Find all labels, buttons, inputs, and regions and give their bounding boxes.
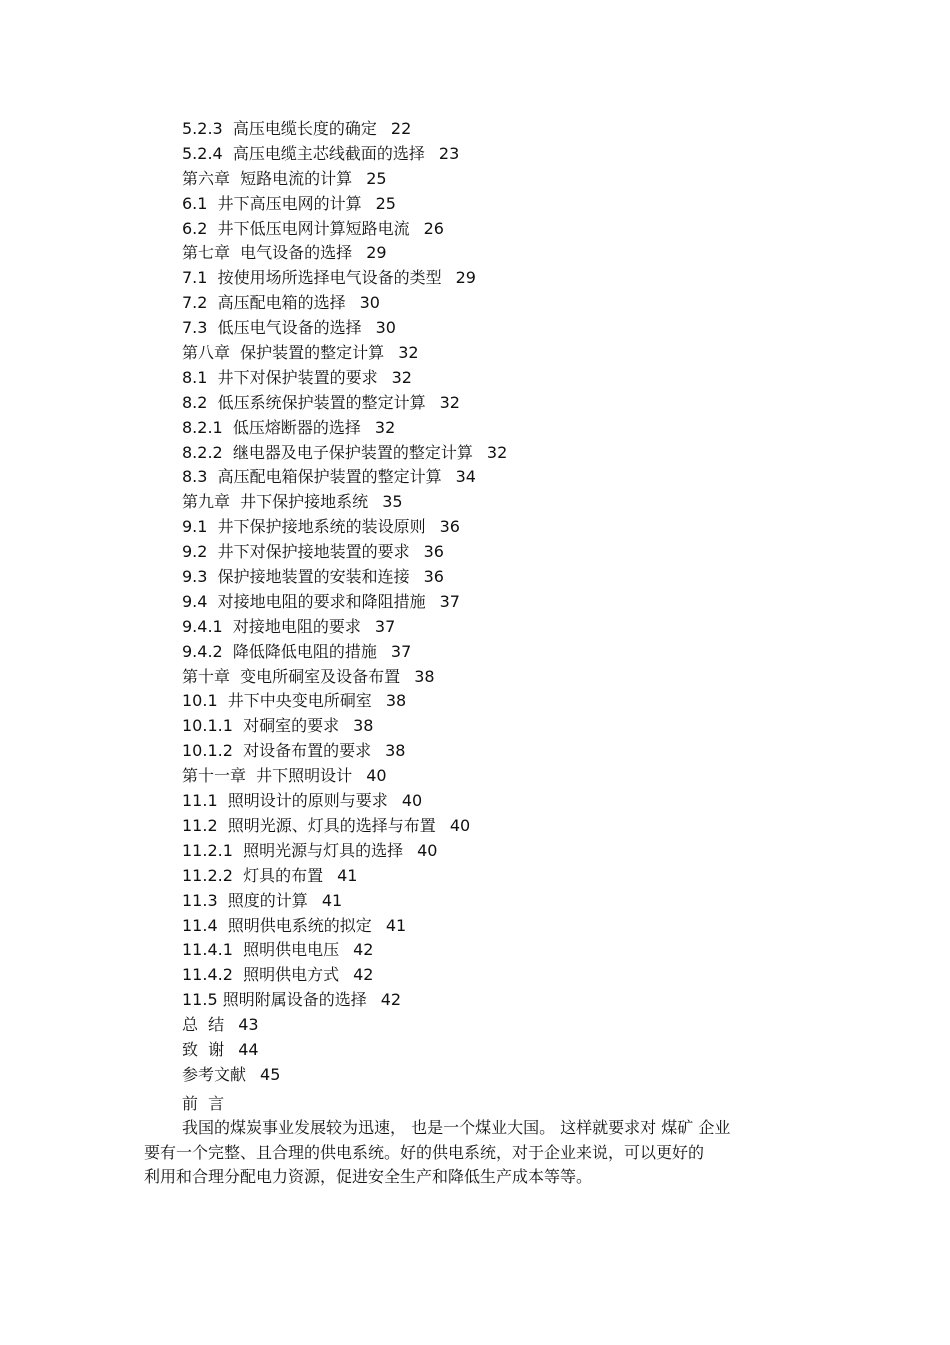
- toc-entry-page: 40: [366, 766, 387, 786]
- toc-entry-title: 7.3 低压电气设备的选择: [182, 318, 362, 338]
- toc-entry-title: 第十章 变电所硐室及设备布置: [182, 666, 401, 686]
- toc-entry-title: 9.4.2 降低降低电阻的措施: [182, 641, 377, 661]
- toc-entry-title: 8.2.2 继电器及电子保护装置的整定计算: [182, 442, 473, 462]
- toc-entry-page: 38: [353, 716, 374, 736]
- toc-entry: [182, 988, 507, 1013]
- toc-entry: [182, 441, 507, 466]
- toc-entry: [182, 1013, 507, 1038]
- toc-entry-page: 25: [375, 193, 396, 213]
- toc-entry-title: 5.2.4 高压电缆主芯线截面的选择: [182, 143, 425, 163]
- toc-entry-title: 致 谢: [182, 1039, 225, 1059]
- toc-entry-page: 32: [374, 417, 396, 437]
- toc-entry-title: 第六章 短路电流的计算: [182, 168, 353, 188]
- toc-entry-page: 30: [375, 318, 396, 338]
- toc-entry-page: 29: [366, 243, 387, 263]
- toc-entry: [182, 1063, 507, 1088]
- toc-entry-page: 32: [398, 343, 419, 363]
- toc-entry-page: 38: [414, 666, 435, 686]
- toc-entry-page: 37: [374, 616, 396, 636]
- toc-entry-title: 10.1 井下中央变电所硐室: [182, 691, 372, 711]
- toc-entry-title: 第九章 井下保护接地系统: [182, 492, 369, 512]
- toc-entry: [182, 565, 507, 590]
- toc-entry-page: 23: [438, 143, 460, 163]
- toc-entry-title: 8.1 井下对保护装置的要求: [182, 367, 378, 387]
- toc-entry: [182, 938, 507, 963]
- toc-entry: [182, 540, 507, 565]
- toc-entry: [182, 739, 507, 764]
- toc-entry-title: 第十一章 井下照明设计: [182, 766, 353, 786]
- toc-entry: [182, 465, 507, 490]
- toc-entry: [182, 416, 507, 441]
- toc-entry-page: 37: [439, 591, 460, 611]
- toc-entry-page: 42: [353, 940, 374, 960]
- toc-entry-page: 41: [337, 865, 358, 885]
- toc-entry-page: 38: [385, 691, 407, 711]
- toc-entry-title: 8.2 低压系统保护装置的整定计算: [182, 392, 426, 412]
- toc-entry-page: 38: [385, 741, 406, 761]
- toc-entry: [182, 391, 507, 416]
- toc-entry-page: 35: [382, 492, 403, 512]
- toc-entry: [182, 889, 507, 914]
- toc-entry-page: 36: [423, 567, 444, 587]
- toc-entry-title: 第八章 保护装置的整定计算: [182, 343, 385, 363]
- toc-entry: [182, 963, 507, 988]
- toc-entry-title: 参考文献: [182, 1064, 247, 1084]
- toc-entry-title: 7.1 按使用场所选择电气设备的类型: [182, 268, 442, 288]
- toc-entry: [182, 366, 507, 391]
- preface-paragraph: [144, 1116, 844, 1190]
- toc-entry: [182, 665, 507, 690]
- toc-entry: [182, 316, 507, 341]
- toc-entry-page: 44: [238, 1039, 259, 1059]
- toc-entry: [182, 615, 507, 640]
- toc-entry: [182, 291, 507, 316]
- toc-entry: [182, 864, 507, 889]
- preface-line: 要有一个完整、且合理的供电系统。好的供电系统，对于企业来说，可以更好的: [144, 1142, 705, 1162]
- toc-entry-page: 40: [449, 815, 471, 835]
- toc-entry: [182, 142, 507, 167]
- toc-entry-page: 41: [385, 915, 407, 935]
- toc-entry: [182, 839, 507, 864]
- toc-entry-title: 6.1 井下高压电网的计算: [182, 193, 362, 213]
- toc-entry-title: 9.3 保护接地装置的安装和连接: [182, 567, 410, 587]
- preface-heading: 前 言: [182, 1094, 225, 1113]
- toc-entry: [182, 490, 507, 515]
- toc-entry-page: 32: [391, 367, 412, 387]
- toc-entry: [182, 1038, 507, 1063]
- toc-entry: [182, 266, 507, 291]
- toc-entry: [182, 689, 507, 714]
- toc-entry-page: 36: [439, 517, 460, 537]
- toc-entry-page: 36: [423, 542, 444, 562]
- toc-entry-title: 8.2.1 低压熔断器的选择: [182, 417, 361, 437]
- toc-entry-page: 41: [321, 890, 343, 910]
- toc-entry: [182, 590, 507, 615]
- toc-entry: [182, 167, 507, 192]
- toc-entry-title: 9.4 对接地电阻的要求和降阻措施: [182, 591, 426, 611]
- toc-entry-title: 9.1 井下保护接地系统的装设原则: [182, 517, 426, 537]
- toc-entry-title: 5.2.3 高压电缆长度的确定: [182, 119, 377, 138]
- toc-entry: [182, 217, 507, 242]
- toc-entry: [182, 241, 507, 266]
- preface-line: 利用和合理分配电力资源，促进安全生产和降低生产成本等等。: [144, 1167, 593, 1186]
- toc-entry-page: 25: [366, 168, 387, 188]
- toc-entry: [182, 764, 507, 789]
- toc-entry-title: 8.3 高压配电箱保护装置的整定计算: [182, 467, 442, 487]
- toc-entry-page: 42: [353, 965, 374, 985]
- toc-entry-title: 11.2.1 照明光源与灯具的选择: [182, 840, 404, 860]
- toc-entry: [182, 341, 507, 366]
- toc-entry-page: 40: [417, 840, 438, 860]
- toc-entry-title: 9.2 井下对保护接地装置的要求: [182, 542, 410, 562]
- toc-entry-page: 40: [401, 791, 423, 811]
- toc-entry-page: 29: [455, 268, 476, 288]
- toc-entry-title: 9.4.1 对接地电阻的要求: [182, 616, 361, 636]
- toc-entry-title: 10.1.1 对硐室的要求: [182, 716, 340, 736]
- toc-entry-title: 7.2 高压配电箱的选择: [182, 293, 346, 313]
- preface-line: 我国的煤炭事业发展较为迅速， 也是一个煤业大国。 这样就要求对 煤矿 企业: [182, 1118, 731, 1137]
- toc-entry: [182, 914, 507, 939]
- toc-entry-page: 45: [260, 1064, 281, 1084]
- toc-entry-page: 34: [455, 467, 476, 487]
- toc-entry-page: 43: [238, 1015, 259, 1035]
- toc-entry: [182, 515, 507, 540]
- toc-entry-page: 32: [439, 392, 460, 412]
- toc-entry-title: 11.4 照明供电系统的拟定: [182, 915, 372, 935]
- toc-entry: [182, 814, 507, 839]
- toc-entry-title: 11.3 照度的计算: [182, 890, 308, 910]
- toc-entry: [182, 640, 507, 665]
- toc-entry-page: 30: [359, 293, 380, 313]
- toc-entry-title: 11.2.2 灯具的布置: [182, 865, 324, 885]
- toc-entry-title: 第七章 电气设备的选择: [182, 243, 353, 263]
- toc-entry: [182, 714, 507, 739]
- toc-entry: [182, 117, 507, 142]
- toc-entry-title: 11.4.1 照明供电电压: [182, 940, 340, 960]
- toc-entry: [182, 192, 507, 217]
- toc-entry-title: 11.4.2 照明供电方式: [182, 965, 340, 985]
- toc-entry-title: 11.2 照明光源、灯具的选择与布置: [182, 815, 436, 835]
- toc-entry-page: 37: [390, 641, 412, 661]
- toc-entry-title: 总 结: [182, 1015, 225, 1035]
- toc-entry-title: 11.1 照明设计的原则与要求: [182, 791, 388, 811]
- toc-entry-page: 42: [380, 990, 402, 1010]
- toc-entry-title: 11.5 照明附属设备的选择: [182, 990, 367, 1010]
- toc-entry: [182, 789, 507, 814]
- toc-entry-title: 10.1.2 对设备布置的要求: [182, 741, 372, 761]
- toc-entry-page: 26: [423, 218, 444, 238]
- toc-entry-page: 32: [486, 442, 508, 462]
- toc-entry-page: 22: [390, 119, 412, 138]
- toc-entry-title: 6.2 井下低压电网计算短路电流: [182, 218, 410, 238]
- table-of-contents: [182, 117, 507, 1088]
